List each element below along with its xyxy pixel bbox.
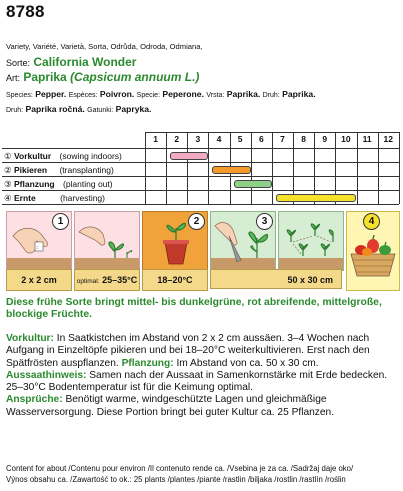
row-planting-label: Pflanzung	[14, 179, 55, 189]
row-harvesting-num: ④	[4, 193, 12, 203]
calendar-grid	[2, 132, 400, 210]
art-line	[6, 70, 199, 84]
month-3: 3	[195, 134, 201, 144]
grid-vline	[145, 132, 146, 204]
month-12: 12	[383, 134, 393, 144]
row-planting-sub: (planting out)	[62, 179, 113, 189]
variety-label: Variety, Variété, Varietà, Sorta, Odrůda, Odroda, Odmiana,	[6, 42, 203, 51]
pflanzung-label: Pflanzung:	[121, 357, 174, 369]
sorte-label: Sorte:	[6, 58, 31, 68]
plant-spacing-icon	[279, 212, 343, 270]
grid-vline	[272, 132, 273, 204]
grid-hline	[2, 204, 399, 205]
species-value-it: Peperone.	[162, 89, 204, 99]
month-8: 8	[301, 134, 306, 144]
step-2-number: 2	[188, 213, 205, 230]
aussaat-text: Samen nach der Aussaat in Samenkornstärke mit Erde bedecken. 25–30°C Bodentemperatur ist für die Keimung optimal.	[6, 369, 388, 394]
grid-vline	[357, 132, 358, 204]
species-label-cz: Druh:	[262, 92, 280, 99]
vorkultur-label: Vorkultur:	[6, 333, 54, 344]
species-value-en: Pepper.	[35, 89, 67, 99]
druh-value-pl: Papryka.	[115, 104, 152, 114]
month-11: 11	[362, 134, 372, 144]
step-germination-panel	[74, 211, 140, 271]
row-harvesting-label: Ernte	[14, 193, 36, 203]
vorkultur-paragraph	[6, 333, 399, 370]
row-sowing-label: Vorkultur	[14, 151, 52, 161]
anspruche-text: Benötigt warme, windgeschützte Lagen und gleichmäßige Wasserversorgung. Diese Portion bringt bei guter Kultur ca. 25 Pflanzen.	[6, 394, 335, 418]
svg-text:::: ::	[36, 245, 39, 250]
art-label: Art:	[6, 73, 21, 83]
product-code: 8788	[6, 2, 45, 21]
grid-hline	[2, 162, 399, 163]
calendar-bar-vorkultur	[170, 152, 208, 160]
druh-value-sk: Paprika ročná.	[25, 104, 85, 114]
sorte-line	[6, 55, 136, 69]
step-icons-row	[6, 211, 398, 291]
seedling-tray-icon	[75, 212, 139, 270]
grid-vline	[399, 132, 400, 204]
step-spacing-panel	[278, 211, 344, 271]
row-sowing-num: ①	[4, 151, 12, 161]
druh-label-sk: Druh:	[6, 107, 24, 114]
step-3-caption: 50 x 30 cm	[210, 269, 342, 289]
step-germination-temp: 25–35°C	[102, 275, 138, 285]
species-value-sl: Paprika.	[226, 89, 261, 99]
month-1: 1	[153, 134, 158, 144]
calendar-bar-pflanzung	[234, 180, 272, 188]
month-2: 2	[174, 134, 180, 144]
aussaat-label: Aussaathinweis:	[6, 369, 87, 381]
row-transplanting-sub: (transplanting)	[59, 165, 114, 175]
row-planting-num: ③	[4, 179, 12, 189]
row-transplanting-label: Pikieren	[14, 165, 48, 175]
step-3-number: 3	[256, 213, 273, 230]
latin-name: (Capsicum annuum L.)	[70, 70, 200, 84]
planting-calendar	[2, 132, 400, 210]
grid-vline	[187, 132, 188, 204]
species-value-fr: Poivron.	[99, 89, 135, 99]
vorkultur-text: In Saatkistchen im Abstand von 2 x 2 cm aussäen. 3–4 Wochen nach Aufgang in Einzeltöpfe pikieren und bei 18–20°C weiterkultivieren. Erst nach den Spätfrösten auspflanzen.	[6, 333, 370, 369]
species-label-en: Species:	[6, 92, 33, 99]
step-germination-prefix: optimal:	[76, 278, 100, 285]
calendar-bar-ernte	[276, 194, 356, 202]
month-9: 9	[322, 134, 328, 144]
grid-vline	[208, 132, 209, 204]
species-label-sl: Vrsta:	[206, 92, 225, 99]
step-germination-caption	[74, 269, 140, 291]
variety-name: California Wonder	[33, 55, 137, 69]
anspruche-label: Ansprüche:	[6, 394, 63, 406]
row-harvesting-sub: (harvesting)	[60, 193, 105, 203]
step-4-number: 4	[363, 213, 380, 230]
month-6: 6	[258, 134, 264, 144]
grid-hline	[2, 148, 399, 149]
row-sowing-sub: (sowing indoors)	[59, 151, 122, 161]
month-5: 5	[237, 134, 243, 144]
content-line-2: Výnos obsahu ca. /Zawartość to ok.: 25 plants /plantes /piante /rastlin /biljaka /rostlin /rastlín /roślin	[6, 475, 346, 484]
description-intro: Diese frühe Sorte bringt mittel- bis dunkelgrüne, rot abreifende, mittelgroße, blockige Früchte.	[6, 297, 382, 320]
step-1-number: 1	[52, 213, 69, 230]
grid-hline	[2, 190, 399, 191]
pflanzung-text: Im Abstand von ca. 50 x 30 cm.	[176, 357, 319, 369]
row-transplanting-num: ②	[4, 165, 12, 175]
content-line-1: Content for about /Contenu pour environ /Il contenuto rende ca. /Vsebina je za ca. /Sadržaj daje oko/	[6, 464, 354, 473]
species-name: Paprika	[23, 70, 67, 84]
step-2-caption: 18–20°C	[142, 269, 208, 291]
anspruche-paragraph	[6, 394, 399, 419]
species-value-cz: Paprika.	[282, 89, 316, 99]
species-translations	[6, 89, 316, 99]
druh-translations	[6, 104, 151, 114]
species-label-fr: Espèces:	[68, 92, 98, 99]
grid-vline	[251, 132, 252, 204]
description-body	[6, 333, 399, 419]
step-1-caption: 2 x 2 cm	[6, 269, 72, 291]
month-4: 4	[216, 134, 222, 144]
druh-label-pl: Gatunki:	[87, 107, 114, 114]
grid-vline	[378, 132, 379, 204]
aussaat-paragraph	[6, 370, 399, 395]
grid-hline	[2, 176, 399, 177]
month-10: 10	[341, 134, 351, 144]
grid-vline	[166, 132, 167, 204]
species-label-it: Specie:	[136, 92, 161, 99]
calendar-bar-pikieren	[212, 166, 250, 174]
month-7: 7	[280, 134, 285, 144]
